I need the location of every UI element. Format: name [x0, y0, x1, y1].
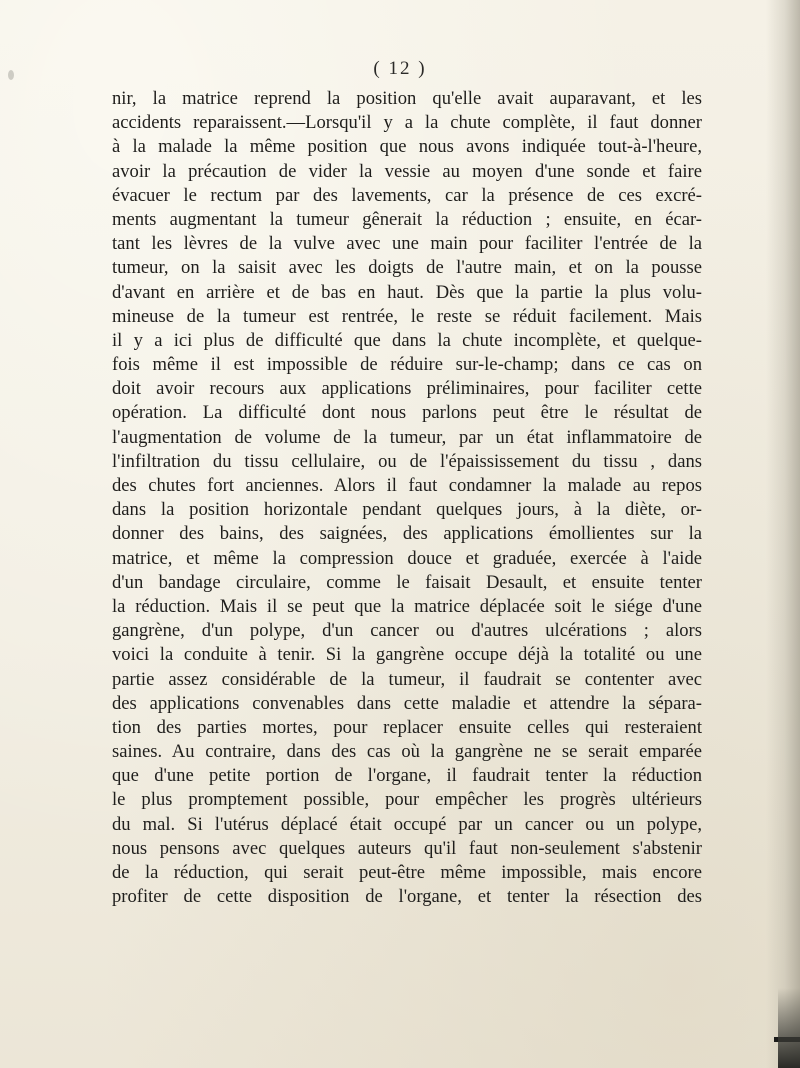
text-line: d'avant en arrière et de bas en haut. Dès que la partie la plus volu- [112, 281, 702, 303]
scan-corner-shadow [778, 988, 800, 1068]
text-line: ments augmentant la tumeur gênerait la réduction ; ensuite, en écar- [112, 208, 702, 230]
text-line: profiter de cette disposition de l'organe, et tenter la résection des [112, 886, 702, 908]
text-line: des applications convenables dans cette maladie et attendre la sépara- [112, 692, 702, 714]
text-line: accidents reparaissent.—Lorsqu'il y a la chute complète, il faut donner [112, 112, 702, 134]
body-text [112, 87, 702, 909]
text-line: dans la position horizontale pendant quelques jours, à la diète, or- [112, 499, 702, 521]
text-line: tant les lèvres de la vulve avec une main pour faciliter l'entrée de la [112, 233, 702, 255]
text-line: l'augmentation de volume de la tumeur, par un état inflammatoire de [112, 426, 702, 448]
page-edge-shadow [766, 0, 800, 1068]
text-line: nir, la matrice reprend la position qu'elle avait auparavant, et les [112, 88, 702, 109]
text-line: opération. La difficulté dont nous parlons peut être le résultat de [112, 402, 702, 424]
text-line: doit avoir recours aux applications préliminaires, pour faciliter cette [112, 378, 702, 400]
text-line: nous pensons avec quelques auteurs qu'il faut non-seulement s'abstenir [112, 837, 702, 859]
text-line: à la malade la même position que nous avons indiquée tout-à-l'heure, [112, 136, 702, 158]
page-number: ( 12 ) [373, 58, 427, 79]
text-line: avoir la précaution de vider la vessie au moyen d'une sonde et faire [112, 160, 702, 182]
text-line: saines. Au contraire, dans des cas où la gangrène ne se serait emparée [112, 741, 702, 763]
text-line: il y a ici plus de difficulté que dans la chute incomplète, et quelque- [112, 329, 702, 351]
text-line: partie assez considérable de la tumeur, il faudrait se contenter avec [112, 668, 702, 690]
text-line: évacuer le rectum par des lavements, car la présence de ces excré- [112, 184, 702, 206]
text-line: que d'une petite portion de l'organe, il faudrait tenter la réduction [112, 765, 702, 787]
text-line: le plus promptement possible, pour empêcher les progrès ultérieurs [112, 789, 702, 811]
text-line: matrice, et même la compression douce et graduée, exercée à l'aide [112, 547, 702, 569]
text-line: des chutes fort anciennes. Alors il faut condamner la malade au repos [112, 475, 702, 496]
text-line: tion des parties mortes, pour replacer ensuite celles qui resteraient [112, 716, 702, 738]
text-line: d'un bandage circulaire, comme le faisait Desault, et ensuite tenter [112, 571, 702, 593]
text-line: voici la conduite à tenir. Si la gangrène occupe déjà la totalité ou une [112, 644, 702, 666]
text-line: l'infiltration du tissu cellulaire, ou de l'épaississement du tissu , dans [112, 450, 702, 472]
text-line: la réduction. Mais il se peut que la matrice déplacée soit le siége d'une [112, 595, 702, 617]
text-line: donner des bains, des saignées, des applications émollientes sur la [112, 523, 702, 545]
text-line: gangrène, d'un polype, d'un cancer ou d'autres ulcérations ; alors [112, 620, 702, 642]
text-line: tumeur, on la saisit avec les doigts de l'autre main, et on la pousse [112, 257, 702, 279]
text-line: fois même il est impossible de réduire sur-le-champ; dans ce cas on [112, 354, 702, 376]
text-line: mineuse de la tumeur est rentrée, le reste se réduit facilement. Mais [112, 305, 702, 327]
text-line: du mal. Si l'utérus déplacé était occupé par un cancer ou un polype, [112, 813, 702, 835]
text-line: de la réduction, qui serait peut-être même impossible, mais encore [112, 862, 702, 883]
